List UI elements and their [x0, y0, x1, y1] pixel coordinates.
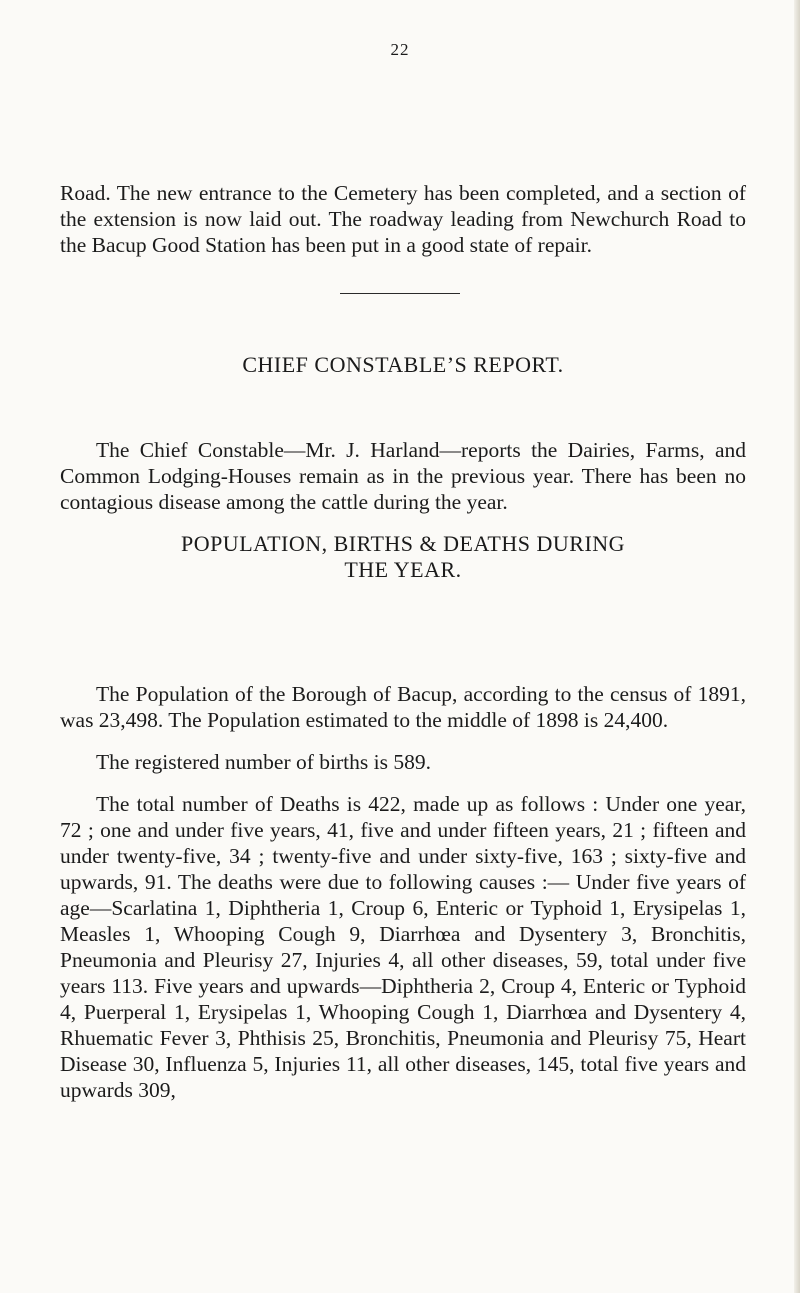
- chief-constable-paragraph: The Chief Constable—Mr. J. Harland—reports the Dairies, Farms, and Common Lodging-Houses remain as in the previous year. There has been no contagious disease among the cattle during the year.: [60, 437, 746, 514]
- intro-paragraph: Road. The new entrance to the Cemetery has been completed, and a section of the extension is now laid out. The roadway leading from Newchurch Road to the Bacup Good Station has been put in a good state of repair.: [60, 180, 746, 257]
- deaths-paragraph: The total number of Deaths is 422, made up as follows : Under one year, 72 ; one and under five years, 41, five and under fifteen years, 21 ; fifteen and under twenty-five, 34 ; twenty-five and under sixty-five, 163 ; sixty-five and upwards, 91. The deaths were due to following causes :— Under five years of age—Scarlatina 1, Diphtheria 1, Croup 6, Enteric or Typhoid 1, Erysipelas 1, Measles 1, Whooping Cough 9, Diarrhœa and Dysentery 3, Bronchitis, Pneumonia and Pleurisy 27, Injuries 4, all other diseases, 59, total under five years 113. Five years and upwards—Diphtheria 2, Croup 4, Enteric or Typhoid 4, Puerperal 1, Erysipelas 1, Whooping Cough 1, Diarrhœa and Dysentery 4, Rhuematic Fever 3, Phthisis 25, Bronchitis, Pneumonia and Pleurisy 75, Heart Disease 30, Influenza 5, Injuries 11, all other diseases, 145, total five years and upwards 309,: [60, 791, 746, 1102]
- population-paragraph: The Population of the Borough of Bacup, according to the census of 1891, was 23,498. The Population estimated to the middle of 1898 is 24,400.: [60, 681, 746, 732]
- page-number: 22: [390, 40, 410, 59]
- population-heading: [60, 531, 746, 583]
- births-paragraph: The registered number of births is 589.: [96, 749, 431, 774]
- chief-constable-heading: CHIEF CONSTABLE’S REPORT.: [242, 352, 564, 377]
- page-edge-shadow: [794, 0, 800, 1293]
- section-divider-rule: [340, 293, 460, 294]
- population-heading-line-2: THE YEAR.: [344, 557, 462, 582]
- population-heading-line-1: POPULATION, BIRTHS & DEATHS DURING: [180, 531, 626, 556]
